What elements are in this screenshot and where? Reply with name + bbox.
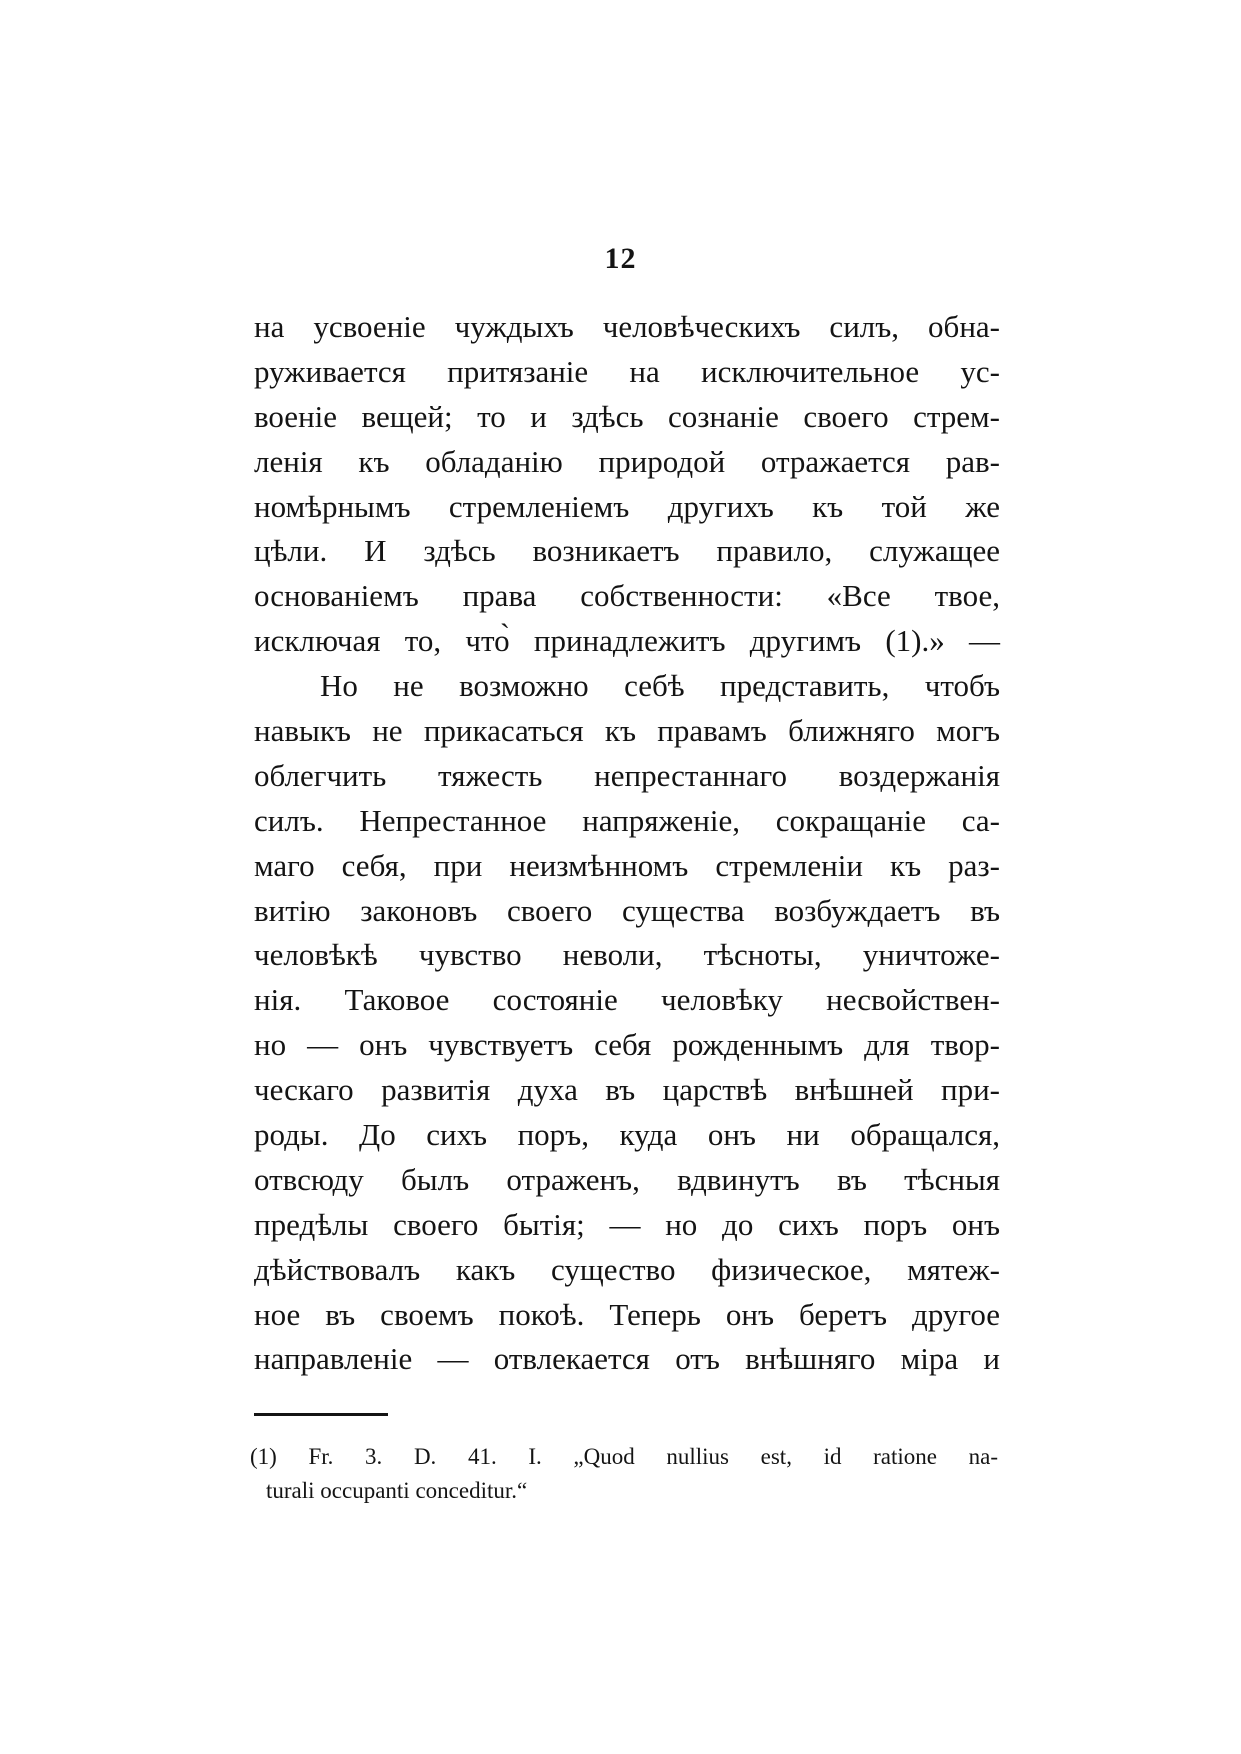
text-line: роды. До сихъ поръ, куда онъ ни обращался, bbox=[254, 1117, 1000, 1153]
main-text-block bbox=[254, 305, 1000, 1382]
text-line: отвсюду былъ отраженъ, вдвинутъ въ тѣсныя bbox=[254, 1161, 1000, 1197]
text-line: ческаго развитія духа въ царствѣ внѣшней при- bbox=[254, 1072, 1000, 1108]
text-line: направленіе — отвлекается отъ внѣшняго міра и bbox=[254, 1341, 1000, 1377]
footnote-line: turali occupanti conceditur.“ bbox=[266, 1478, 528, 1503]
footnote-line: (1) Fr. 3. D. 41. I. „Quod nullius est, id ratione na- bbox=[250, 1444, 998, 1469]
text-line: маго себя, при неизмѣнномъ стремленіи къ раз- bbox=[254, 847, 1000, 883]
text-line: силъ. Непрестанное напряженіе, сокращаніе са- bbox=[254, 802, 1000, 838]
text-line: предѣлы своего бытія; — но до сихъ поръ онъ bbox=[254, 1206, 1000, 1242]
text-line: витію законовъ своего существа возбуждаетъ въ bbox=[254, 892, 1000, 928]
text-line: человѣкѣ чувство неволи, тѣсноты, уничтоже- bbox=[254, 937, 1000, 973]
text-line: навыкъ не прикасаться къ правамъ ближняго могъ bbox=[254, 713, 1000, 749]
text-line: номѣрнымъ стремленіемъ другихъ къ той же bbox=[254, 488, 1000, 524]
paragraph-start-line: Но не возможно себѣ представить, чтобъ bbox=[320, 668, 1000, 704]
text-line: нія. Таковое состояніе человѣку несвойствен- bbox=[254, 982, 1000, 1018]
footnote-divider bbox=[254, 1413, 388, 1416]
text-line: руживается притязаніе на исключительное ус- bbox=[254, 353, 1000, 389]
text-line: ленія къ обладанію природой отражается рав- bbox=[254, 443, 1000, 479]
paragraph-end-line: исключая то, что̀ принадлежитъ другимъ (1).» — bbox=[254, 623, 1000, 659]
text-line: на усвоеніе чуждыхъ человѣческихъ силъ, обна- bbox=[254, 309, 1000, 344]
footnote bbox=[250, 1440, 998, 1508]
text-line: цѣли. И здѣсь возникаетъ правило, служащее bbox=[254, 533, 1000, 569]
text-line: основаніемъ права собственности: «Все твое, bbox=[254, 578, 1000, 614]
text-line: дѣйствовалъ какъ существо физическое, мятеж- bbox=[254, 1251, 1000, 1287]
page-number: 12 bbox=[604, 242, 637, 275]
text-line: ное въ своемъ покоѣ. Теперь онъ беретъ другое bbox=[254, 1296, 1000, 1332]
text-line: но — онъ чувствуетъ себя рожденнымъ для твор- bbox=[254, 1027, 1000, 1063]
text-line: облегчить тяжесть непрестаннаго воздержанія bbox=[254, 757, 1000, 793]
text-line: военіе вещей; то и здѣсь сознаніе своего стрем- bbox=[254, 398, 1000, 434]
